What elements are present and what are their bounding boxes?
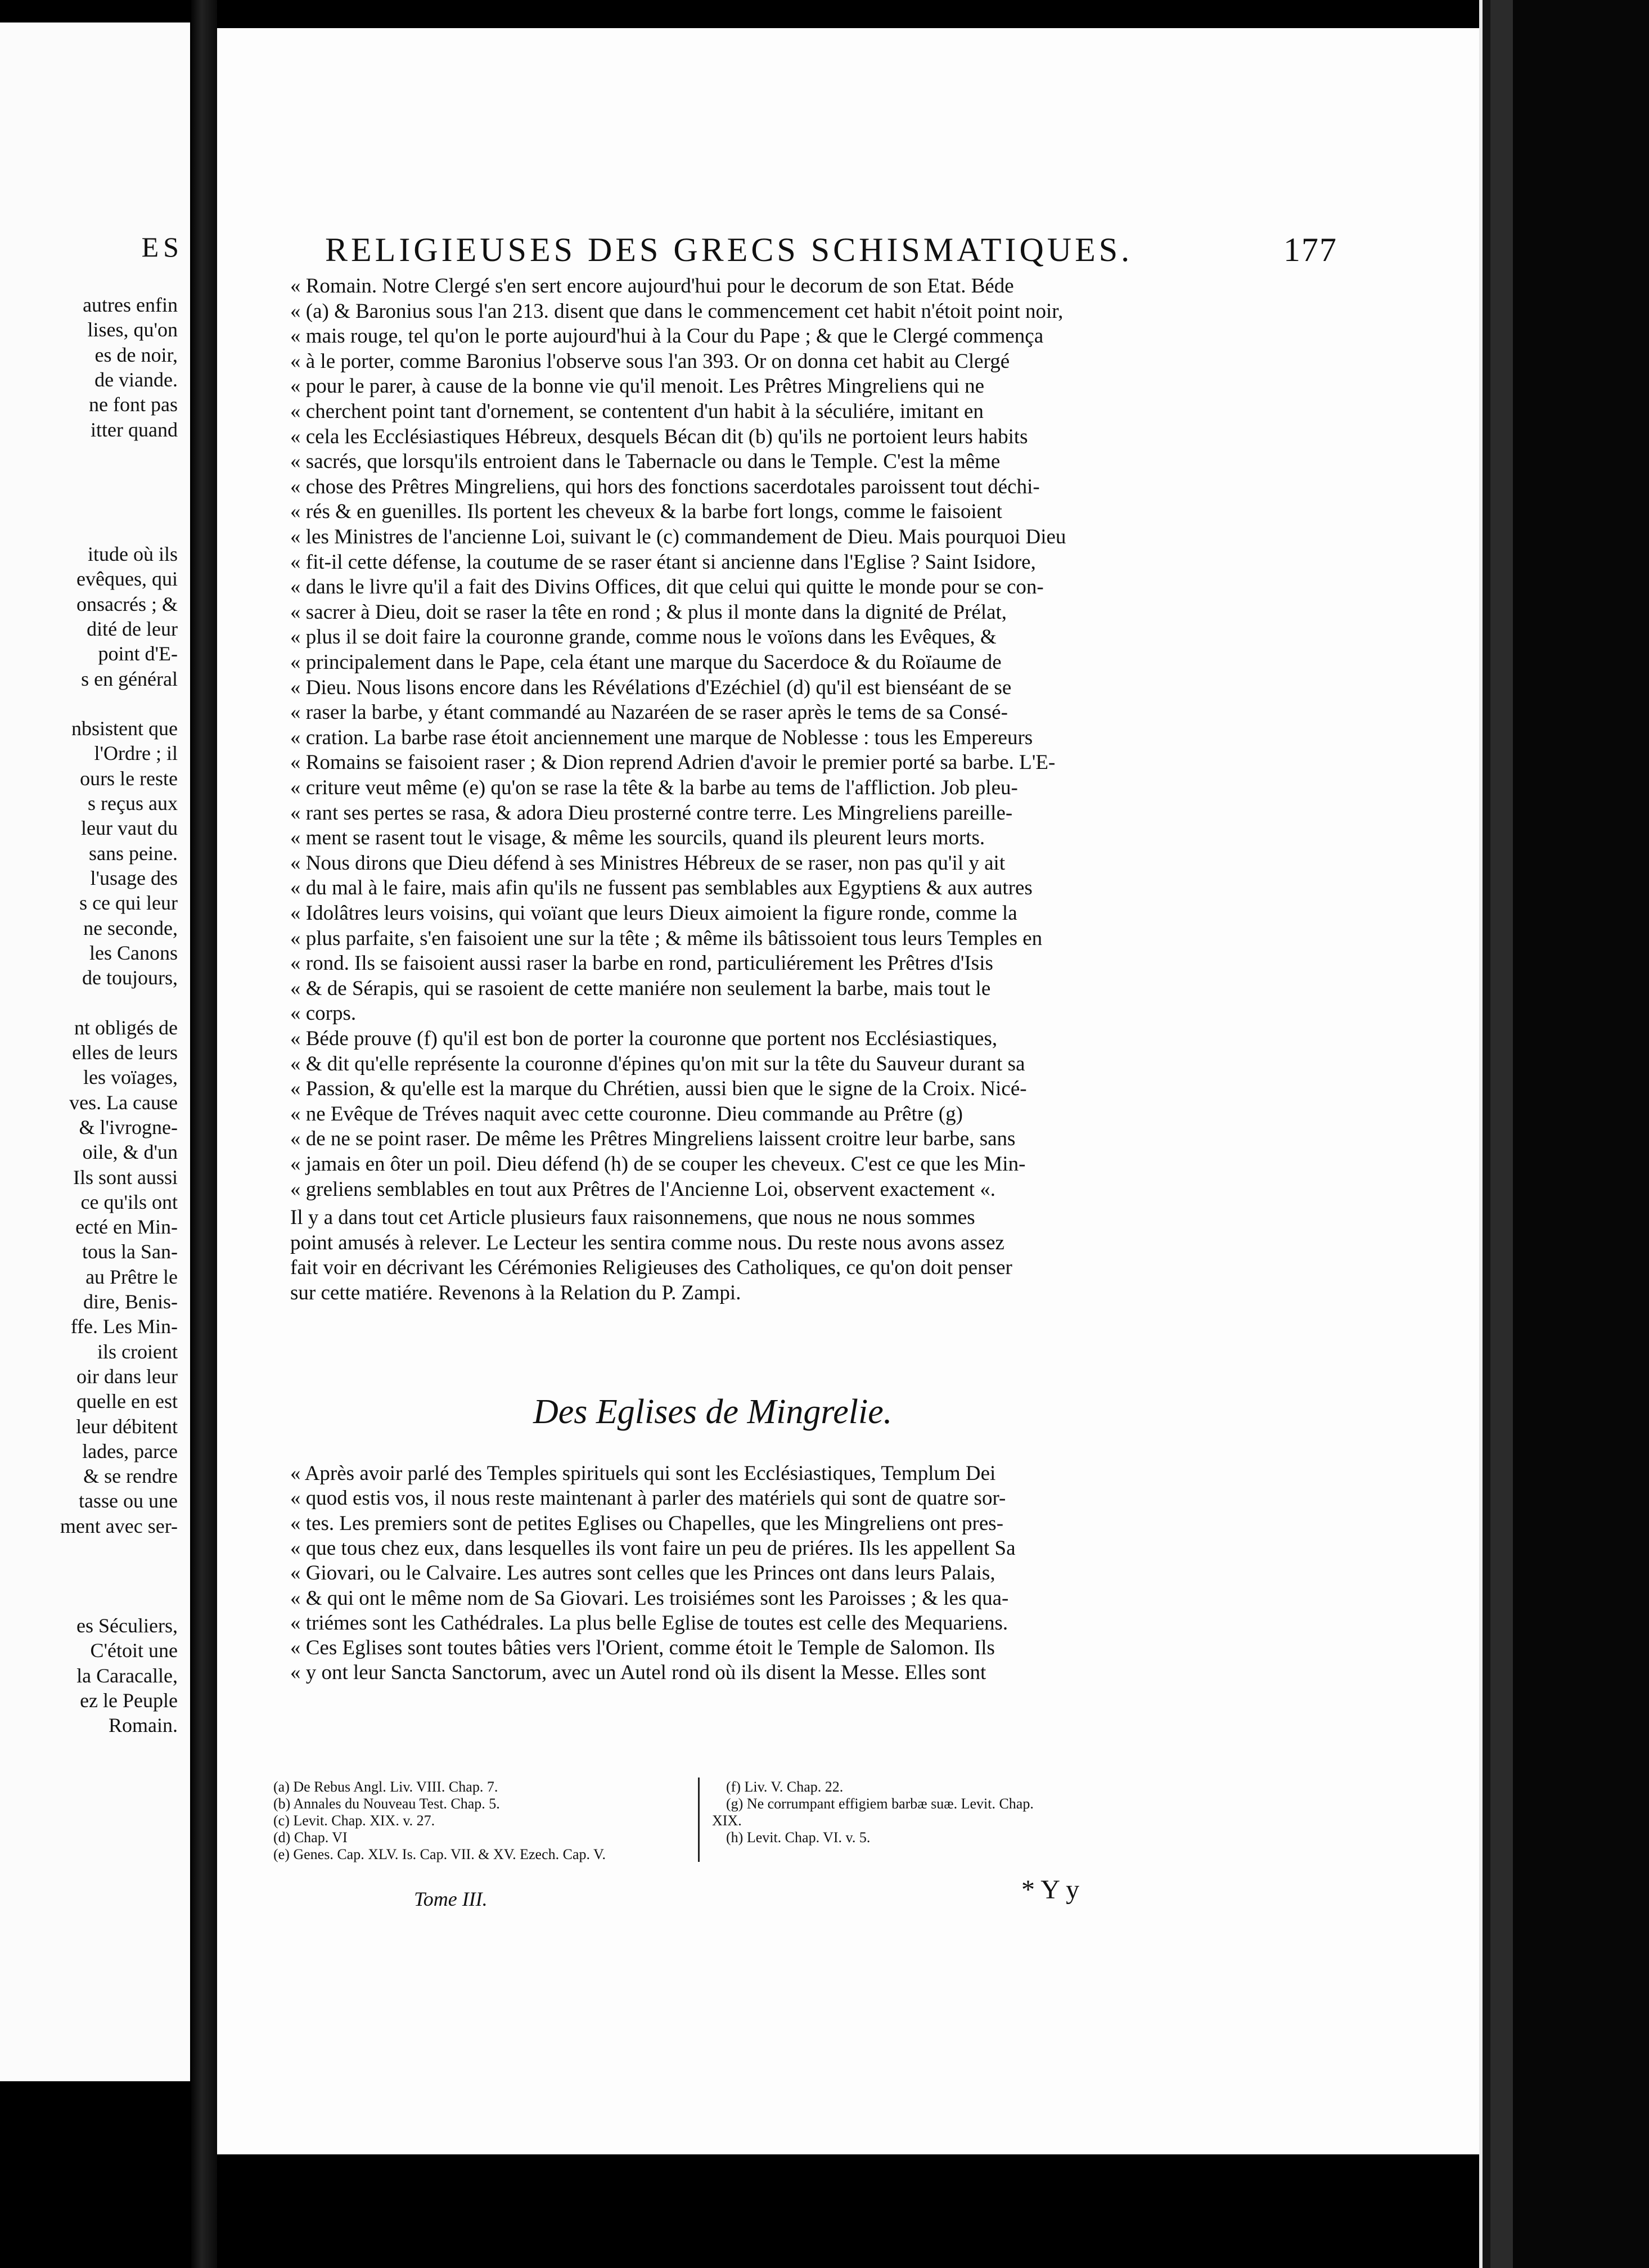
text-line: « Passion, & qu'elle est la marque du Chrétien, aussi bien que le signe de la Croix. Nicé-	[290, 1077, 1027, 1101]
text-line: « triémes sont les Cathédrales. La plus belle Eglise de toutes est celle des Mequariens.	[290, 1611, 1008, 1635]
left-page-line: evêques, qui	[76, 568, 178, 591]
left-page-line: au Prêtre le	[85, 1265, 178, 1288]
left-page-line: tasse ou une	[79, 1490, 178, 1513]
text-line: point amusés à relever. Le Lecteur les sentira comme nous. Du reste nous avons assez	[290, 1231, 1004, 1254]
left-facing-page	[0, 22, 190, 2081]
running-head	[325, 231, 1337, 269]
text-line: « cherchent point tant d'ornement, se contentent d'un habit à la séculiére, imitant en	[290, 400, 984, 423]
left-page-line: leur débitent	[76, 1415, 178, 1438]
left-page-line: ours le reste	[80, 767, 178, 790]
left-page-line: s reçus aux	[88, 792, 178, 814]
left-page-line: ils croient	[97, 1340, 178, 1363]
left-page-line: autres enfin	[83, 294, 178, 316]
running-head-title: RELIGIEUSES DES GRECS SCHISMATIQUES.	[325, 231, 1133, 268]
text-line: « (a) & Baronius sous l'an 213. disent que dans le commencement cet habit n'étoit point noir,	[290, 299, 1064, 323]
text-line: « y ont leur Sancta Sanctorum, avec un Autel rond où ils disent la Messe. Elles sont	[290, 1661, 986, 1685]
left-page-line: dité de leur	[87, 617, 178, 640]
footnote-right: (h) Levit. Chap. VI. v. 5.	[726, 1829, 871, 1846]
text-line: « corps.	[290, 1002, 357, 1025]
left-page-line: s ce qui leur	[79, 892, 178, 915]
text-line: « les Ministres de l'ancienne Loi, suivant le (c) commandement de Dieu. Mais pourquoi Dieu	[290, 525, 1066, 548]
book-gutter	[191, 0, 217, 2268]
left-page-line: nt obligés de	[74, 1016, 178, 1039]
text-line: « Béde prouve (f) qu'il est bon de porter la couronne que portent nos Ecclésiastiques,	[290, 1027, 998, 1050]
left-page-line: es Séculiers,	[76, 1614, 178, 1637]
text-line: « Dieu. Nous lisons encore dans les Révélations d'Ezéchiel (d) qu'il est bienséant de se	[290, 676, 1012, 699]
left-page-line: onsacrés ; &	[76, 592, 178, 615]
text-line: « quod estis vos, il nous reste maintenant à parler des matériels qui sont de quatre sor-	[290, 1487, 1006, 1510]
text-line: « à le porter, comme Baronius l'observe sous l'an 393. Or on donna cet habit au Clergé	[290, 349, 1010, 373]
text-line: « criture veut même (e) qu'on se rase la tête & la barbe au tems de l'affliction. Job pleu-	[290, 776, 1018, 799]
left-page-line: dire, Benis-	[83, 1290, 178, 1313]
left-page-line: & l'ivrogne-	[79, 1115, 178, 1138]
left-page-line: oile, & d'un	[82, 1141, 178, 1164]
text-line: « de ne se point raser. De même les Prêtres Mingreliens laissent croitre leur barbe, sans	[290, 1127, 1016, 1151]
main-page	[217, 28, 1479, 2154]
text-line: « ne Evêque de Tréves naquit avec cette couronne. Dieu commande au Prêtre (g)	[290, 1102, 963, 1126]
footnote-left: (d) Chap. VI	[273, 1829, 348, 1846]
left-page-line: ves. La cause	[69, 1091, 178, 1114]
left-page-line: ne seconde,	[83, 916, 178, 939]
text-line: « que tous chez eux, dans lesquelles ils vont faire un peu de priéres. Ils les appellent Sa	[290, 1536, 1016, 1560]
text-line: « principalement dans le Pape, cela étant une marque du Sacerdoce & du Roïaume de	[290, 651, 1002, 674]
text-line: sur cette matiére. Revenons à la Relation du P. Zampi.	[290, 1281, 741, 1304]
text-line: Il y a dans tout cet Article plusieurs faux raisonnemens, que nous ne nous sommes	[290, 1206, 975, 1230]
text-line: « Après avoir parlé des Temples spirituels qui sont les Ecclésiastiques, Templum Dei	[290, 1462, 996, 1485]
left-page-line: ffe. Les Min-	[70, 1315, 178, 1338]
left-page-line: & se rendre	[83, 1465, 178, 1488]
text-line: « chose des Prêtres Mingreliens, qui hors des fonctions sacerdotales paroissent tout déchi-	[290, 475, 1040, 498]
footnote-left: (c) Levit. Chap. XIX. v. 27.	[273, 1812, 435, 1829]
left-page-line: ne font pas	[89, 393, 178, 416]
text-line: « plus parfaite, s'en faisoient une sur la tête ; & même ils bâtissoient tous leurs Temples en	[290, 926, 1043, 950]
left-page-line: C'étoit une	[90, 1639, 178, 1662]
footnote-left: (b) Annales du Nouveau Test. Chap. 5.	[273, 1796, 500, 1812]
section-title: Des Eglises de Mingrelie.	[533, 1393, 893, 1431]
left-page-line: point d'E-	[98, 642, 178, 665]
text-line: « rond. Ils se faisoient aussi raser la barbe en rond, particuliérement les Prêtres d'Isis	[290, 952, 993, 975]
text-line: « rant ses pertes se rasa, & adora Dieu prosterné contre terre. Les Mingreliens pareille-	[290, 801, 1013, 825]
left-page-line: de toujours,	[82, 966, 178, 989]
text-line: « dans le livre qu'il a fait des Divins Offices, dit que celui qui quitte le monde pour se con-	[290, 575, 1044, 599]
text-line: « cela les Ecclésiastiques Hébreux, desquels Bécan dit (b) qu'ils ne portoient leurs habits	[290, 425, 1028, 448]
left-page-line: itter quand	[91, 418, 178, 441]
text-line: « mais rouge, tel qu'on le porte aujourd'hui à la Cour du Pape ; & que le Clergé commença	[290, 325, 1044, 348]
text-line: fait voir en décrivant les Cérémonies Religieuses des Catholiques, ce qu'on doit penser	[290, 1256, 1012, 1280]
text-line: « cration. La barbe rase étoit anciennement une marque de Noblesse : tous les Empereurs	[290, 726, 1033, 749]
text-line: « Romains se faisoient raser ; & Dion reprend Adrien d'avoir le premier porté sa barbe. L'E-	[290, 751, 1056, 775]
text-line: « pour le parer, à cause de la bonne vie qu'il menoit. Les Prêtres Mingreliens qui ne	[290, 375, 985, 398]
text-line: « ment se rasent tout le visage, & même les sourcils, quand ils pleurent leurs morts.	[290, 826, 985, 850]
signature-mark: * Y y	[1021, 1875, 1080, 1905]
left-page-line: oir dans leur	[76, 1365, 178, 1388]
left-page-line: quelle en est	[76, 1390, 178, 1413]
text-line: « Ces Eglises sont toutes bâties vers l'Orient, comme étoit le Temple de Salomon. Ils	[290, 1636, 995, 1660]
right-page-edge	[1479, 0, 1649, 2268]
left-page-line: nbsistent que	[71, 717, 178, 740]
left-page-line: ment avec ser-	[60, 1514, 178, 1537]
text-line: « rés & en guenilles. Ils portent les cheveux & la barbe fort longs, comme le faisoient	[290, 500, 1002, 524]
left-page-line: ez le Peuple	[80, 1689, 178, 1712]
page-number: 177	[1283, 231, 1337, 268]
footnote-right: XIX.	[712, 1812, 742, 1829]
left-page-line: es de noir,	[94, 343, 178, 366]
left-page-line: itude où ils	[88, 543, 178, 565]
text-line: « & dit qu'elle représente la couronne d'épines qu'on mit sur la tête du Sauveur durant sa	[290, 1052, 1025, 1076]
left-page-line: elles de leurs	[72, 1041, 178, 1064]
left-page-line: tous la San-	[82, 1240, 178, 1263]
left-page-line: ecté en Min-	[75, 1216, 178, 1239]
text-line: « & de Sérapis, qui se rasoient de cette maniére non seulement la barbe, mais tout le	[290, 976, 991, 1000]
footnote-right: (f) Liv. V. Chap. 22.	[726, 1779, 844, 1795]
left-page-line: l'usage des	[90, 866, 178, 889]
text-line: « Romain. Notre Clergé s'en sert encore aujourd'hui pour le decorum de son Etat. Béde	[290, 274, 1014, 298]
left-page-line: les voïages,	[83, 1066, 178, 1089]
footnote-right: (g) Ne corrumpant effigiem barbæ suæ. Levit. Chap.	[726, 1796, 1034, 1812]
left-page-line: lades, parce	[82, 1439, 178, 1462]
text-line: « & qui ont le même nom de Sa Giovari. Les troisiémes sont les Paroisses ; & les qua-	[290, 1586, 1009, 1610]
tome-label: Tome III.	[414, 1888, 488, 1910]
left-page-line: Romain.	[109, 1714, 178, 1737]
left-page-line: l'Ordre ; il	[94, 742, 178, 765]
text-line: « du mal à le faire, mais afin qu'ils ne fussent pas semblables aux Egyptiens & aux autres	[290, 876, 1033, 900]
left-running-head-fragment: ES	[141, 231, 183, 263]
left-page-line: ce qu'ils ont	[80, 1190, 178, 1213]
left-page-line: Ils sont aussi	[73, 1166, 178, 1189]
text-line: « Nous dirons que Dieu défend à ses Ministres Hébreux de se raser, non pas qu'il y ait	[290, 851, 1006, 875]
text-line: « jamais en ôter un poil. Dieu défend (h) de se couper les cheveux. C'est ce que les Min-	[290, 1153, 1026, 1176]
footnote-left: (a) De Rebus Angl. Liv. VIII. Chap. 7.	[273, 1779, 498, 1795]
text-line: « Idolâtres leurs voisins, qui voïant que leurs Dieux aimoient la figure ronde, comme la	[290, 902, 1017, 925]
footnote-left: (e) Genes. Cap. XLV. Is. Cap. VII. & XV. Ezech. Cap. V.	[273, 1846, 606, 1862]
text-line: « Giovari, ou le Calvaire. Les autres sont celles que les Princes ont dans leurs Palais,	[290, 1562, 995, 1585]
text-line: « tes. Les premiers sont de petites Eglises ou Chapelles, que les Mingreliens ont pres-	[290, 1511, 1004, 1535]
left-page-line: la Caracalle,	[76, 1664, 178, 1687]
left-page-line: de viande.	[94, 368, 178, 391]
text-line: « fit-il cette défense, la coutume de se raser étant si ancienne dans l'Eglise ? Saint Isidore,	[290, 550, 1036, 574]
text-line: « greliens semblables en tout aux Prêtres de l'Ancienne Loi, observent exactement «.	[290, 1177, 995, 1201]
text-line: « sacrés, que lorsqu'ils entroient dans le Tabernacle ou dans le Temple. C'est la même	[290, 450, 1001, 474]
left-page-line: leur vaut du	[81, 817, 178, 840]
text-line: « plus il se doit faire la couronne grande, comme nous le voïons dans les Evêques, &	[290, 626, 997, 649]
text-line: « raser la barbe, y étant commandé au Nazaréen de se raser après le tems de sa Consé-	[290, 701, 1008, 724]
left-page-line: sans peine.	[89, 842, 178, 865]
text-line: « sacrer à Dieu, doit se raser la tête en rond ; & plus il monte dans la dignité de Prélat,	[290, 600, 1007, 624]
footnote-divider	[698, 1778, 700, 1862]
left-page-line: les Canons	[89, 941, 178, 964]
left-page-line: s en général	[81, 667, 178, 690]
left-page-line: lises, qu'on	[87, 318, 178, 341]
